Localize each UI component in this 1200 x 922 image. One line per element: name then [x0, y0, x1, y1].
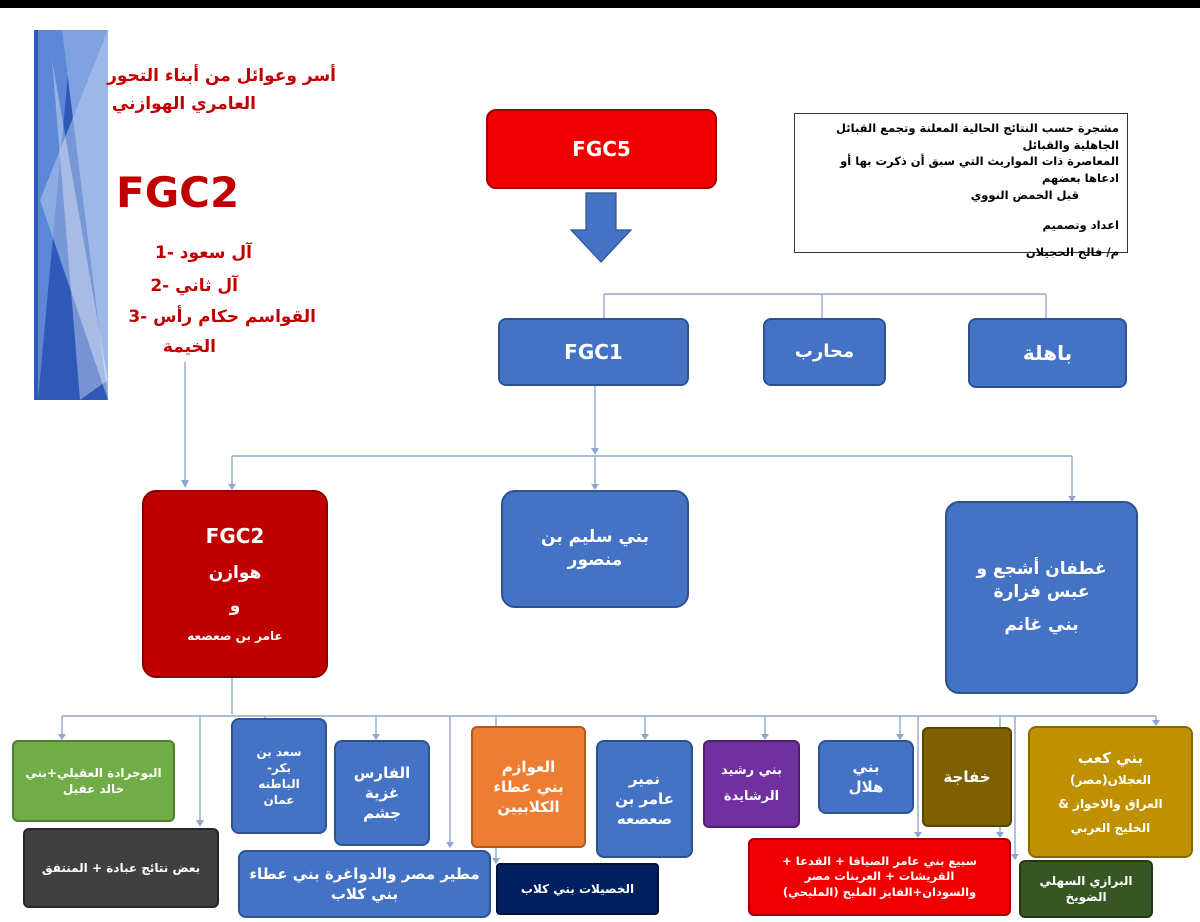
node-fgc1 — [498, 318, 689, 386]
leaf-rashid-line1: بني رشيد — [721, 763, 782, 779]
leaf-awazim-line2: بني عطاء — [493, 777, 564, 796]
down-arrow — [571, 193, 631, 262]
leaf-ubada-label: بعض نتائج عبادة + المنتفق — [41, 860, 201, 875]
leaf-aqili-line1: البوجرادة العقيلي+بني — [25, 765, 162, 780]
leaf-aqili-line2: خالد عقيل — [62, 782, 125, 796]
note-prepared: اعداد وتصميم — [1042, 218, 1119, 233]
leaf-saad-line4: عمان — [263, 793, 295, 808]
leaf-faris-line2: غزية — [364, 783, 400, 802]
leaf-mutair — [238, 850, 491, 918]
node-fgc5 — [486, 109, 717, 189]
leaf-kaab-line1: بني كعب — [1077, 748, 1144, 767]
node-ghatafan — [945, 501, 1138, 694]
leaf-khafaja — [922, 727, 1012, 827]
leaf-rashid-line2: الرشايدة — [723, 789, 780, 804]
leaf-subay — [748, 838, 1011, 916]
leaf-ubada — [23, 828, 219, 908]
banner-family-3: 3- القواسم حكام رأس — [128, 307, 316, 327]
banner-title-line1: أسر وعوائل من أبناء التحور — [107, 66, 336, 86]
node-ghatafan-line1: غطفان أشجع و — [976, 559, 1107, 580]
node-fgc2 — [142, 490, 328, 678]
node-fgc2-line1: هوازن — [208, 563, 262, 584]
leaf-awazim — [471, 726, 586, 848]
note-line2: المعاصرة ذات المواريث التي سبق أن ذكرت بها أو ادعاها بعضهم — [840, 154, 1119, 186]
banner-family-3-cont: الخيمة — [162, 337, 216, 357]
leaf-khusaylat-label: الخصيلات بني كلاب — [520, 881, 635, 896]
leaf-kaab-line4: الخليج العربي — [1070, 821, 1151, 836]
banner-family-2: 2- آل ثاني — [150, 276, 238, 296]
node-fgc5-label: FGC5 — [572, 136, 631, 161]
leaf-barazi — [1019, 860, 1153, 918]
leaf-numayr-line3: صعصعه — [616, 810, 673, 829]
node-fgc2-title: FGC2 — [205, 524, 265, 549]
leaf-mutair-line2: بني كلاب — [330, 885, 399, 903]
banner-title-line2: العامري الهوازني — [111, 94, 256, 114]
leaf-aqili — [12, 740, 175, 822]
leaf-rashid — [703, 740, 800, 828]
node-fgc1-label: FGC1 — [564, 339, 623, 364]
node-muharib-label: محارب — [794, 340, 855, 362]
leaf-barazi-line2: الضويخ — [1065, 890, 1107, 904]
leaf-hilal-line2: هلال — [848, 778, 884, 796]
leaf-hilal-line1: بني — [852, 757, 880, 776]
note-line1: مشجرة حسب النتائج الحالية المعلنة وتجمع القبائل الجاهلية والقبائل — [836, 121, 1119, 152]
node-bahila — [968, 318, 1127, 388]
node-ghatafan-line2: عبس فزارة — [993, 582, 1090, 603]
leaf-saad — [231, 718, 327, 834]
node-fgc2-line2: و — [229, 596, 241, 617]
leaf-saad-line3: الباطنه — [258, 777, 300, 791]
leaf-numayr-line1: نمير — [628, 769, 661, 788]
leaf-hilal — [818, 740, 914, 814]
banner-family-1: 1- آل سعود — [154, 243, 252, 263]
leaf-awazim-line3: الكلابيين — [497, 798, 560, 817]
leaf-numayr-line2: عامر بن — [615, 789, 674, 808]
note-line3: قبل الحمض النووي — [970, 187, 1079, 202]
node-fgc2-line3: عامر بن صعصعه — [187, 629, 283, 644]
leaf-faris-line1: الفارس — [353, 763, 411, 782]
node-muharib — [763, 318, 886, 386]
leaf-subay-line2: القريشات + العرينات مصر — [804, 869, 955, 884]
leaf-kaab — [1028, 726, 1193, 858]
leaf-subay-line3: والسودان+الفايز المليح (المليحي) — [782, 884, 977, 899]
leaf-mutair-line1: مطير مصر والدواغرة بني عطاء — [249, 864, 480, 883]
leaf-numayr — [596, 740, 693, 858]
leaf-faris-line3: جشم — [363, 804, 401, 823]
leaf-barazi-line1: البرازي السهلي — [1039, 873, 1133, 888]
leaf-saad-line2: بكر- — [267, 760, 291, 775]
leaf-faris — [334, 740, 430, 846]
node-sulaym-line2: منصور — [567, 550, 623, 570]
leaf-khafaja-label: خفاجة — [943, 767, 991, 786]
leaf-khusaylat — [496, 863, 659, 915]
leaf-kaab-line2: العجلان(مصر) — [1069, 772, 1152, 787]
node-ghatafan-line3: بني غانم — [1004, 614, 1079, 635]
leaf-kaab-line3: العراق والاحواز & — [1058, 797, 1163, 812]
node-sulaym — [501, 490, 689, 608]
leaf-saad-line1: سعد بن — [256, 744, 302, 759]
leaf-awazim-line1: العوازم — [501, 757, 556, 776]
node-bahila-label: باهلة — [1022, 340, 1073, 365]
author-note — [794, 113, 1128, 260]
node-sulaym-line1: بني سليم بن — [541, 527, 649, 548]
note-author: م/ فالح الحجيلان — [1025, 245, 1119, 260]
banner-haplogroup: FGC2 — [116, 168, 240, 217]
leaf-subay-line1: سبيع بني عامر الصيافا + القدعا + — [782, 853, 977, 868]
